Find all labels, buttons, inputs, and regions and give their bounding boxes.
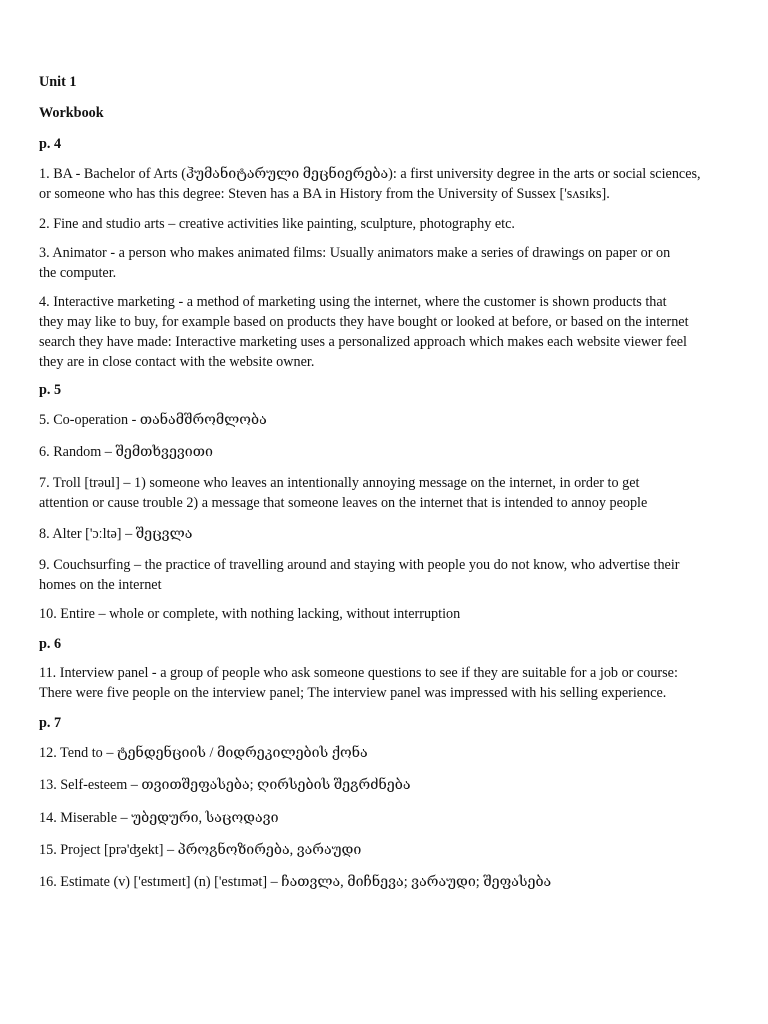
- entry-6-line-1: 6. Random – შემთხვევითი: [39, 444, 213, 460]
- entry-2-line-1: 2. Fine and studio arts – creative activities like painting, sculpture, photography etc.: [39, 216, 515, 232]
- entry-9-line-2: homes on the internet: [39, 577, 162, 593]
- entry-13-line-1: 13. Self-esteem – თვითშეფასება; ღირსების შეგრძნება: [39, 777, 411, 793]
- entry-15: [39, 840, 361, 860]
- entry-4-line-4: they are in close contact with the website owner.: [39, 354, 315, 370]
- workbook-heading: Workbook: [39, 105, 104, 121]
- entry-3-line-1: 3. Animator - a person who makes animated films: Usually animators make a series of drawings on paper or on: [39, 245, 671, 261]
- page-ref-7: p. 7: [39, 715, 62, 731]
- entry-1: [39, 164, 701, 204]
- page-ref-4: p. 4: [39, 136, 62, 152]
- entry-12: [39, 743, 368, 763]
- entry-11: [39, 663, 678, 703]
- entry-7-line-2: attention or cause trouble 2) a message that someone leaves on the internet that is intended to annoy people: [39, 495, 648, 511]
- entry-6: [39, 442, 213, 462]
- entry-14: [39, 808, 279, 828]
- unit-heading: Unit 1: [39, 74, 77, 90]
- entry-8: [39, 524, 192, 544]
- entry-1-line-2: or someone who has this degree: Steven has a BA in History from the University of Sussex ['sʌsɪks].: [39, 186, 610, 202]
- entry-15-line-1: 15. Project [prə'ʤekt] – პროგნოზირება, ვარაუდი: [39, 842, 362, 858]
- entry-11-line-1: 11. Interview panel - a group of people who ask someone questions to see if they are suitable for a job or course:: [39, 665, 678, 681]
- entry-10-line-1: 10. Entire – whole or complete, with nothing lacking, without interruption: [39, 606, 461, 622]
- entry-10: [39, 604, 460, 624]
- entry-7: [39, 473, 647, 513]
- entry-11-line-2: There were five people on the interview panel; The interview panel was impressed with his selling experience.: [39, 685, 667, 701]
- entry-2: [39, 214, 515, 234]
- entry-4-line-3: search they have made: Interactive marketing uses a personalized approach which makes each website viewer feel: [39, 334, 687, 350]
- entry-3-line-2: the computer.: [39, 265, 117, 281]
- page-ref-6: p. 6: [39, 636, 62, 652]
- entry-1-line-1: 1. BA - Bachelor of Arts (ჰუმანიტარული მეცნიერება): a first university degree in the arts or social sciences,: [39, 166, 701, 182]
- entry-9-line-1: 9. Couchsurfing – the practice of travelling around and staying with people you do not know, who advertise their: [39, 557, 680, 573]
- entry-4: [39, 292, 689, 372]
- entry-4-line-2: they may like to buy, for example based on products they have bought or looked at before, or based on the internet: [39, 314, 689, 330]
- entry-3: [39, 243, 670, 283]
- entry-8-line-1: 8. Alter ['ɔːltə] – შეცვლა: [39, 526, 193, 542]
- entry-7-line-1: 7. Troll [trəul] – 1) someone who leaves an intentionally annoying message on the internet, in order to get: [39, 475, 640, 491]
- entry-9: [39, 555, 680, 595]
- page-ref-5: p. 5: [39, 382, 62, 398]
- entry-13: [39, 775, 411, 795]
- entry-12-line-1: 12. Tend to – ტენდენციის / მიდრეკილების ქონა: [39, 745, 368, 761]
- entry-5: [39, 410, 267, 430]
- entry-16-line-1: 16. Estimate (v) ['estɪmeɪt] (n) ['estɪmət] – ჩათვლა, მიჩნევა; ვარაუდი; შეფასება: [39, 874, 552, 890]
- entry-14-line-1: 14. Miserable – უბედური, საცოდავი: [39, 810, 279, 826]
- entry-4-line-1: 4. Interactive marketing - a method of marketing using the internet, where the customer is shown products that: [39, 294, 667, 310]
- entry-5-line-1: 5. Co-operation - თანამშრომლობა: [39, 412, 267, 428]
- entry-16: [39, 872, 551, 892]
